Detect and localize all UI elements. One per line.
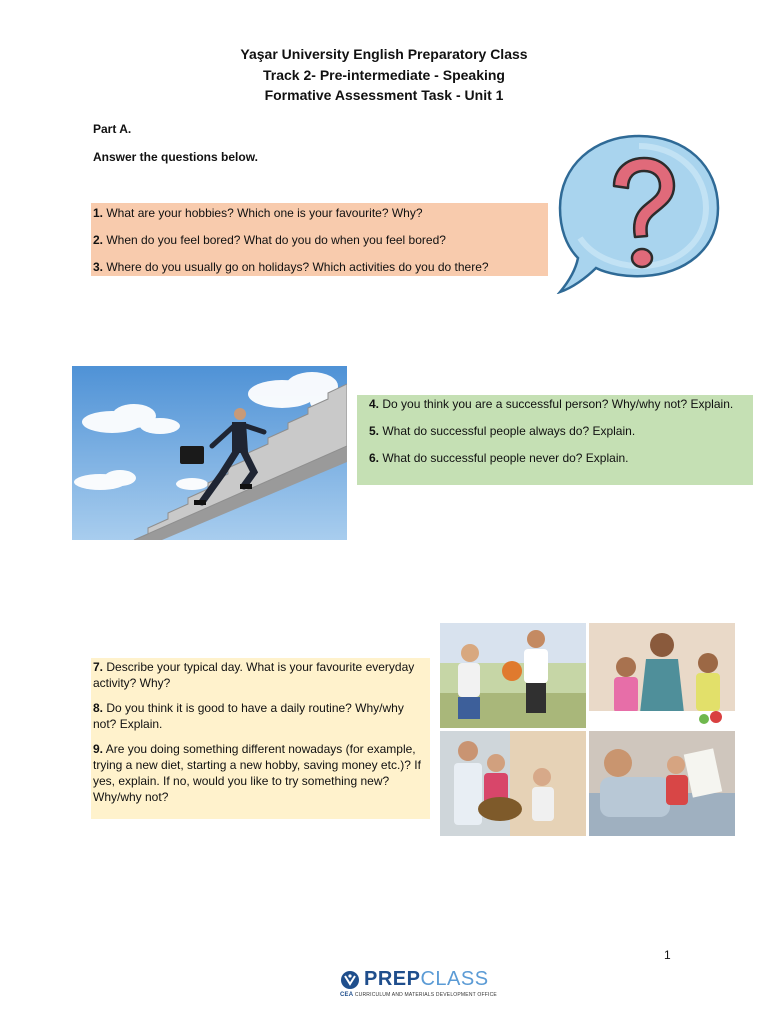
question-9 xyxy=(93,741,428,805)
part-label: Part A. xyxy=(93,122,132,136)
prepclass-logo xyxy=(340,968,497,1004)
question-text: Do you think you are a successful person? Why/why not? Explain. xyxy=(379,397,734,411)
prepclass-emblem-icon xyxy=(340,970,360,990)
questions-group-1 xyxy=(91,203,548,276)
question-text: Describe your typical day. What is your favourite everyday activity? Why? xyxy=(93,660,415,690)
question-number: 9. xyxy=(93,742,104,756)
logo-office-name: CURRICULUM AND MATERIALS DEVELOPMENT OFFICE xyxy=(354,992,497,998)
document-title xyxy=(0,44,768,106)
question-text: What do successful people always do? Explain. xyxy=(379,424,636,438)
question-1 xyxy=(93,205,546,221)
question-number: 6. xyxy=(369,451,380,465)
question-text: When do you feel bored? What do you do when you feel bored? xyxy=(103,233,446,247)
question-4 xyxy=(359,396,750,412)
question-text: What are your hobbies? Which one is your favourite? Why? xyxy=(103,206,423,220)
logo-office-abbr: CEA xyxy=(340,992,354,998)
title-line-3: Formative Assessment Task - Unit 1 xyxy=(264,87,504,103)
question-5 xyxy=(359,423,750,439)
question-7 xyxy=(93,659,428,691)
question-number: 4. xyxy=(369,397,380,411)
question-number: 5. xyxy=(369,424,380,438)
question-number: 1. xyxy=(93,206,104,220)
question-number: 3. xyxy=(93,260,104,274)
title-line-2: Track 2- Pre-intermediate - Speaking xyxy=(263,66,505,83)
businessman-stairs-image xyxy=(72,366,347,540)
question-8 xyxy=(93,700,428,732)
question-text: Are you doing something different nowadays (for example, trying a new diet, starting a new hobby, saving money etc.)? If yes, explain. If no, would you like to try something new? Why/why not? xyxy=(93,742,421,804)
question-3 xyxy=(93,259,546,275)
questions-group-3 xyxy=(91,658,430,819)
question-number: 7. xyxy=(93,660,104,674)
question-text: What do successful people never do? Explain. xyxy=(379,451,629,465)
question-bubble-image xyxy=(556,128,722,294)
logo-brand-bold: PREP xyxy=(364,968,421,990)
logo-brand-light: CLASS xyxy=(420,968,489,990)
title-line-1: Yaşar University English Preparatory Class xyxy=(240,46,528,62)
daily-life-collage-image xyxy=(440,623,735,836)
question-6 xyxy=(359,450,750,466)
question-number: 8. xyxy=(93,701,104,715)
question-text: Where do you usually go on holidays? Which activities do you do there? xyxy=(103,260,489,274)
instruction-text: Answer the questions below. xyxy=(93,150,258,164)
question-2 xyxy=(93,232,546,248)
question-number: 2. xyxy=(93,233,104,247)
questions-group-2 xyxy=(357,395,753,485)
page-number: 1 xyxy=(664,948,671,962)
question-text: Do you think it is good to have a daily routine? Why/why not? Explain. xyxy=(93,701,404,731)
